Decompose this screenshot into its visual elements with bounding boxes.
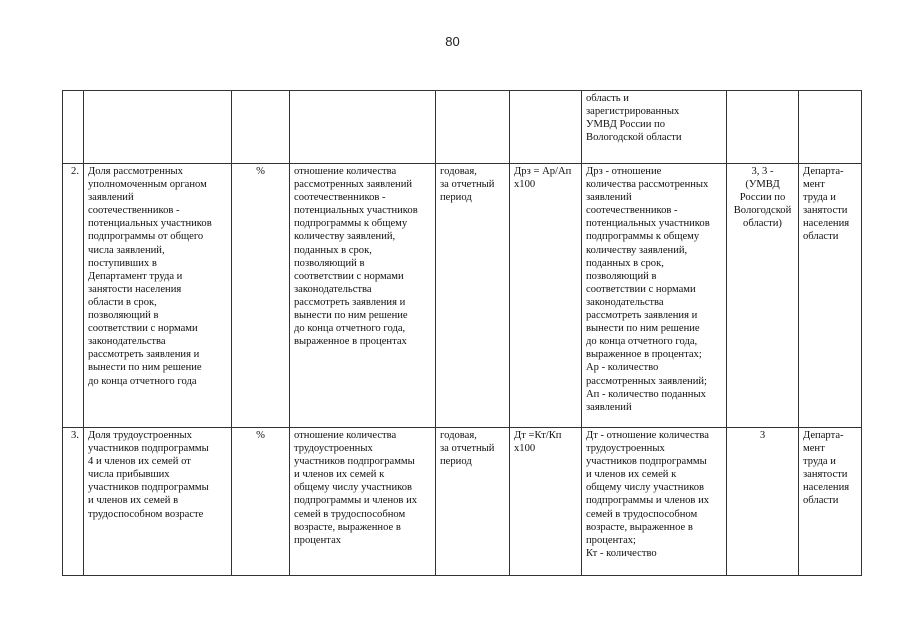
unit: % <box>232 428 290 576</box>
row-number: 3. <box>63 428 84 576</box>
periodicity: годовая, за отчетный период <box>436 164 510 428</box>
formula-explanation: Дт - отношение количества трудоустроенных участников подпрограммы и членов их семей к общему числу участников подпрограммы и членов их семей в трудоспособном возрасте, выраженное в процентах; Кт - количество <box>582 428 727 576</box>
indicator-name <box>84 91 232 164</box>
indicators-table <box>62 90 862 576</box>
data-source: 3 <box>727 428 799 576</box>
data-source <box>727 91 799 164</box>
indicator-definition <box>290 91 436 164</box>
periodicity <box>436 91 510 164</box>
indicator-definition: отношение количества трудоустроенных участников подпрограммы и членов их семей к общему числу участников подпрограммы и членов их семей в трудоспособном возрасте, выраженное в процентах <box>290 428 436 576</box>
formula: Дт =Кт/Кп х100 <box>510 428 582 576</box>
row-number <box>63 91 84 164</box>
responsible-body: Департа- мент труда и занятости населения области <box>799 428 862 576</box>
table-row <box>63 428 862 576</box>
row-number: 2. <box>63 164 84 428</box>
page-number: 80 <box>445 34 460 49</box>
indicator-definition: отношение количества рассмотренных заявлений соотечественников - потенциальных участников подпрограммы к общему количеству заявлений, поданных в срок, позволяющий в соответствии с нормами законодательства рассмотреть заявления и вынести по ним решение до конца отчетного года, выраженное в процентах <box>290 164 436 428</box>
formula-explanation: Дрз - отношение количества рассмотренных заявлений соотечественников - потенциальных участников подпрограммы к общему количеству заявлений, поданных в срок, позволяющий в соответствии с нормами законодательства рассмотреть заявления и вынести по ним решение до конца отчетного года, выраженное в процентах; Ар - количество рассмотренных заявлений; Ап - количество поданных заявлений <box>582 164 727 428</box>
responsible-body <box>799 91 862 164</box>
formula: Дрз = Ар/Ап х100 <box>510 164 582 428</box>
formula-explanation: область и зарегистрированных УМВД России по Вологодской области <box>582 91 727 164</box>
periodicity: годовая, за отчетный период <box>436 428 510 576</box>
table-row <box>63 91 862 164</box>
unit <box>232 91 290 164</box>
formula <box>510 91 582 164</box>
data-source: 3, 3 - (УМВД России по Вологодской области) <box>727 164 799 428</box>
indicator-name: Доля трудоустроенных участников подпрограммы 4 и членов их семей от числа прибывших участников подпрограммы и членов их семей в трудоспособном возрасте <box>84 428 232 576</box>
indicator-name: Доля рассмотренных уполномоченным органом заявлений соотечественников - потенциальных участников подпрограммы от общего числа заявлений, поступивших в Департамент труда и занятости населения области в срок, позволяющий в соответствии с нормами законодательства рассмотреть заявления и вынести по ним решение до конца отчетного года <box>84 164 232 428</box>
unit: % <box>232 164 290 428</box>
responsible-body: Департа- мент труда и занятости населения области <box>799 164 862 428</box>
table-row <box>63 164 862 428</box>
